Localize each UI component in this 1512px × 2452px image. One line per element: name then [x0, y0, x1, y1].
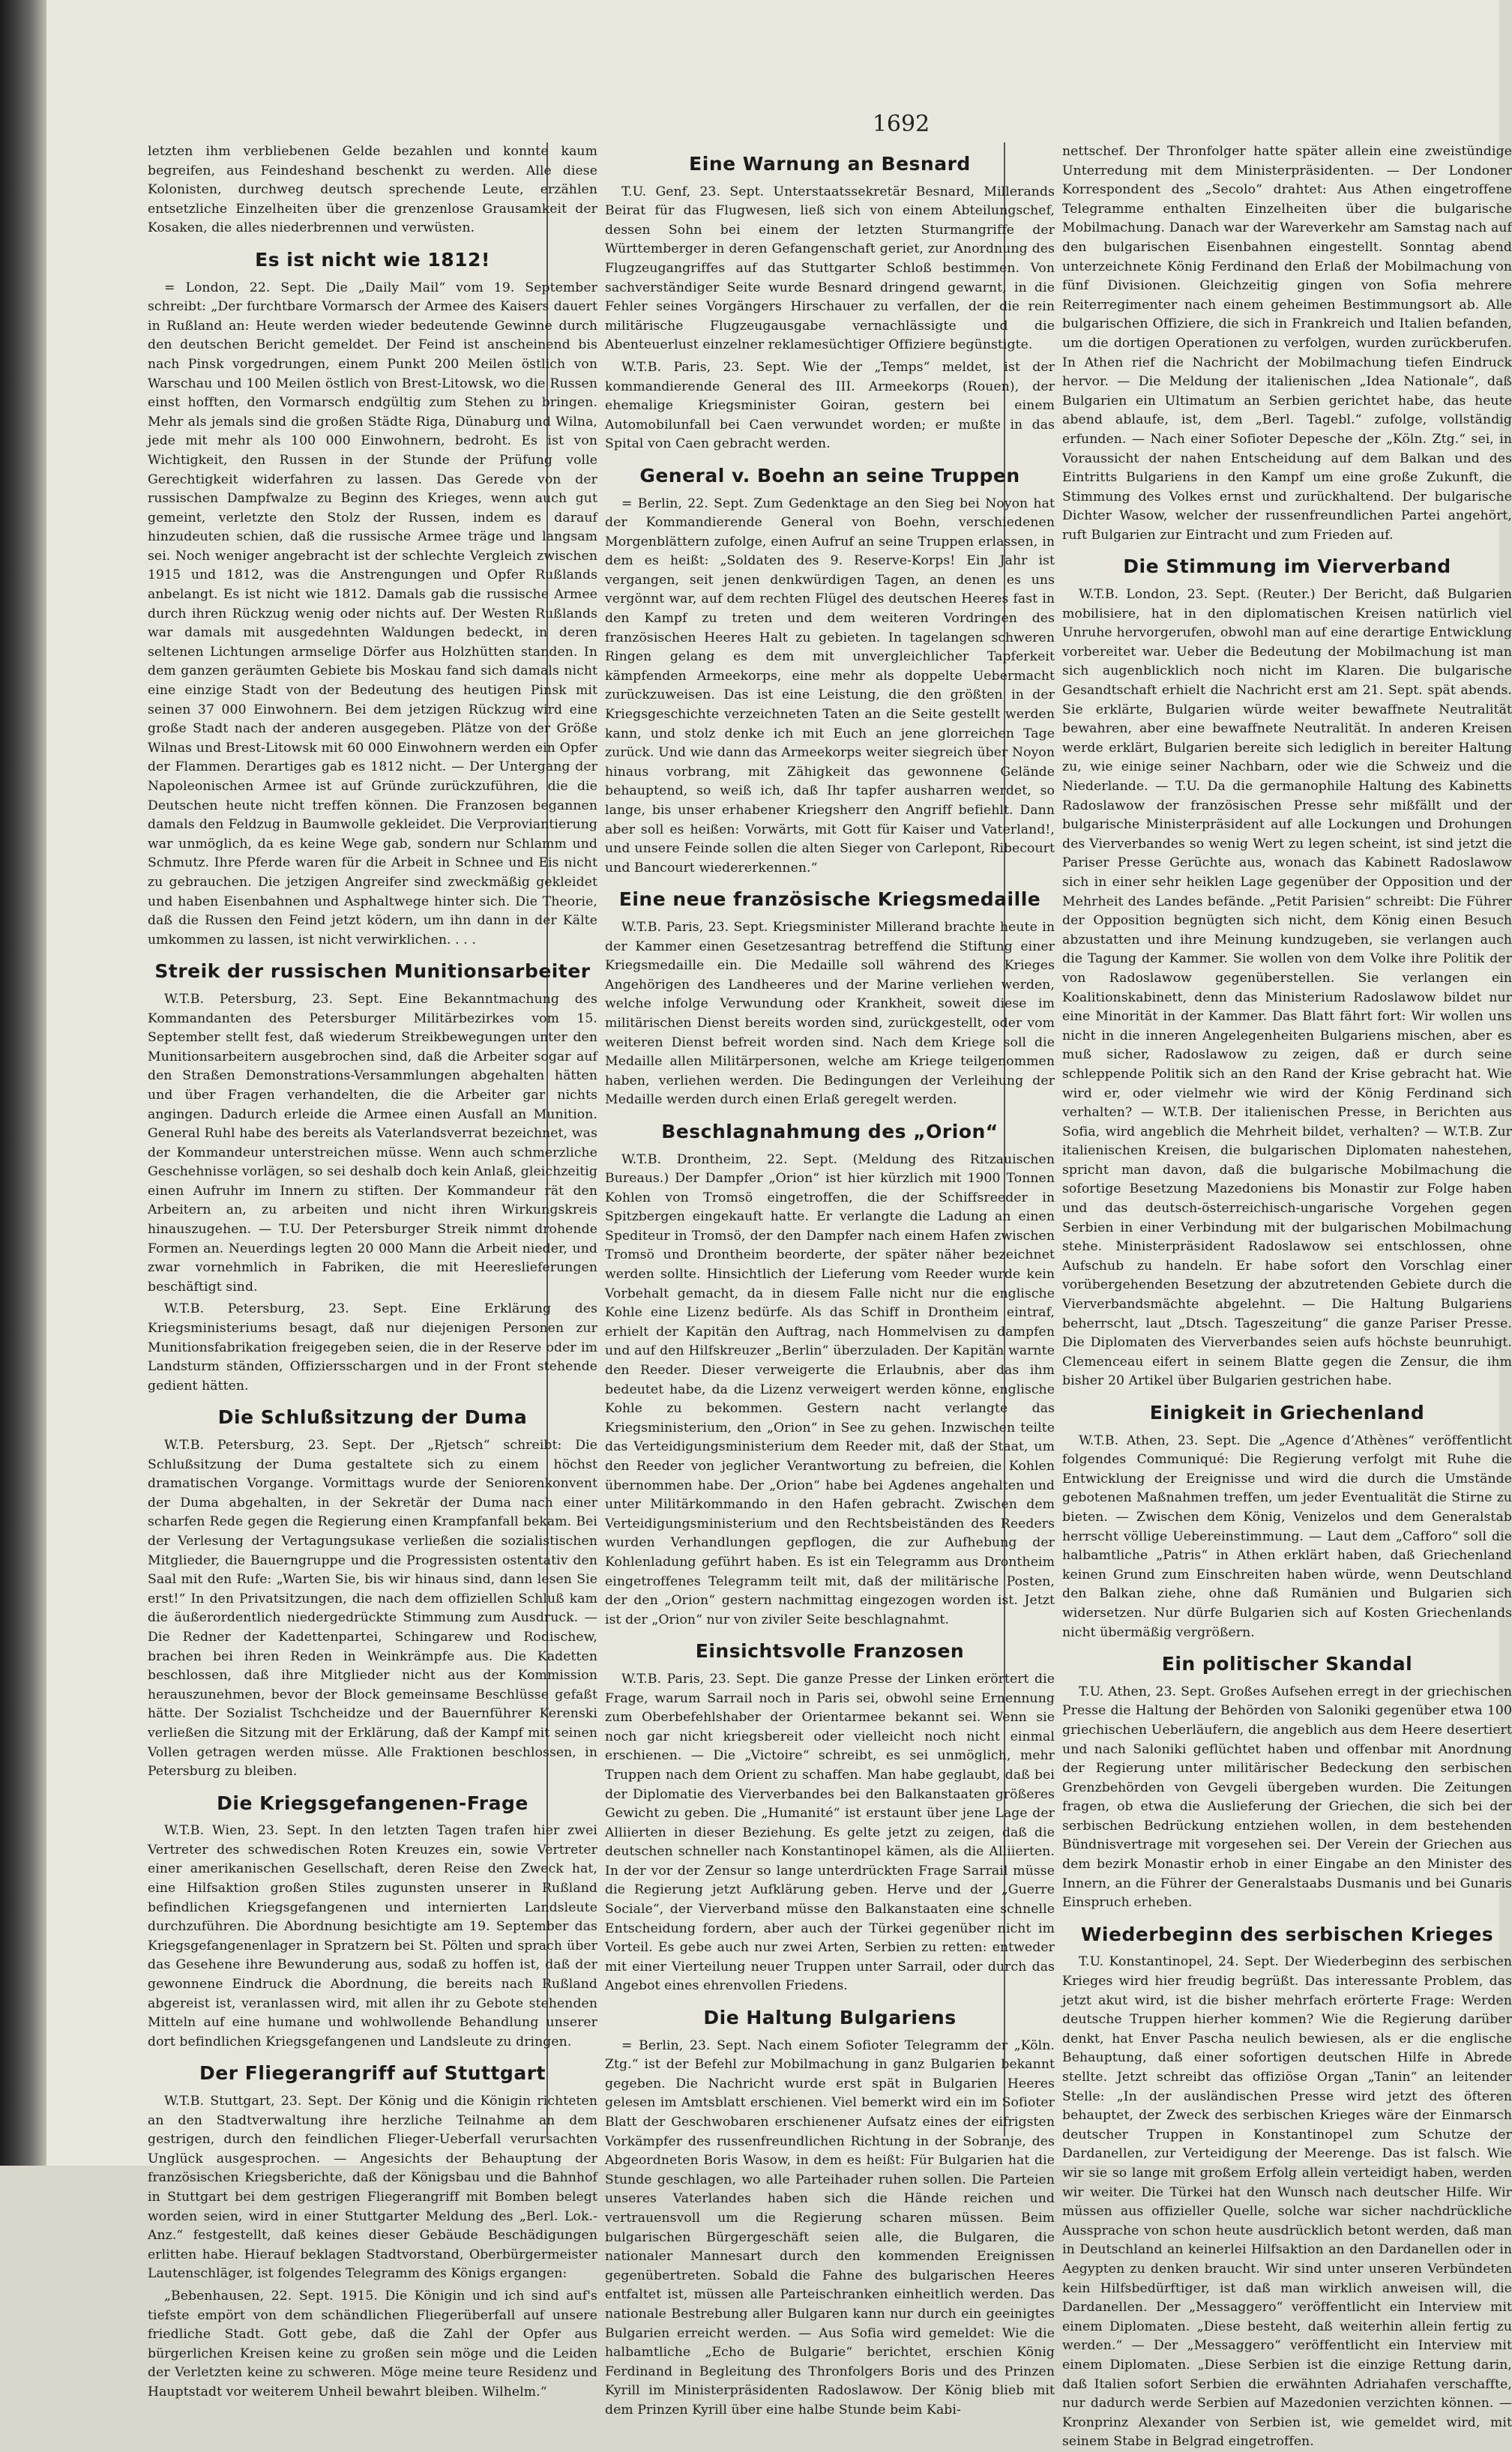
- article-heading: Es ist nicht wie 1812!: [255, 248, 490, 271]
- article-paragraph: W.T.B. Petersburg, 23. Sept. Eine Erklärung des Kriegsministeriums besagt, daß nur diejenigen Personen zur Munitionsfabrikation freigegeben seien, die in der Reserve oder im Landsturm ständen, Offiziersschargen und in der Front stehende gedient hätten.: [148, 1301, 597, 1394]
- article-heading: Beschlagnahmung des „Orion“: [661, 1120, 999, 1142]
- article-paragraph: W.T.B. Paris, 23. Sept. Wie der „Temps“ meldet, ist der kommandierende General des III. Armeekorps (Rouen), der ehemalige Kriegsminister Goiran, gestern bei einem Automobilunfall bei Caen verwundet worden; er mußte in das Spital von Caen gebracht werden.: [605, 359, 1055, 452]
- article-heading: Einigkeit in Griechenland: [1149, 1402, 1425, 1424]
- article-heading: General v. Boehn an seine Truppen: [639, 464, 1020, 487]
- article-paragraph: T.U. Konstantinopel, 24. Sept. Der Wiederbeginn des serbischen Krieges wird hier freudig begrüßt. Das interessante Problem, das jetzt akut wird, ist die bisher mehrfach erörterte Frage: Werden deutsche Truppen hierher kommen? Wie die Regierung darüber denkt, hat Enver Pascha neulich bewiesen, als er die englische Behauptung, daß einer sofortigen deutschen Hilfe in Abrede stellte. Jetzt schreibt das offiziöse Organ „Tanin“ an leitender Stelle: „In der ausländischen Presse wird jetzt des öfteren behauptet, der Zweck des serbischen Krieges wäre der Einmarsch deutscher Truppen in Konstantinopel zum Schutze der Dardanellen, zur Verteidigung der Meerenge. Das ist falsch. Wie wir sie so lange mit großem Erfolg allein verteidigt haben, werden wir weiter. Die Türkei hat den Wunsch nach deutscher Hilfe. Wir müssen aus offizieller Quelle, solche war sicher nachdrückliche Aussprache von schon heute ausdrücklich betont werden, daß man in Deutschland an keinerlei Hilfsaktion an den Dardanellen oder in Aegypten zu denken braucht. Wir sind unter unseren Verbündeten kein Hilfsbedürftiger, ist daß man wirklich anweisen will, die Dardanellen. Der „Messaggero“ veröffentlicht ein Interview mit einem Diplomaten. „Diese besteht, daß weiterhin allein fertig zu werden.“ — Der „Messaggero“ veröffentlicht ein Interview mit einem Diplomaten. „Diese Serbien ist die einzige Rettung darin, daß Italien sofort Serbien die erwähnten Adriahafen verschaffte, nur dadurch werde Serbien auf Mazedonien verzichten können. — Kronprinz Alexander von Serbien ist, wie gemeldet wird, mit seinem Stabe in Belgrad eingetroffen.: [1062, 1954, 1512, 2450]
- article-heading: Die Haltung Bulgariens: [703, 2007, 957, 2029]
- article-heading: Die Stimmung im Vierverband: [1123, 555, 1451, 578]
- article-paragraph: W.T.B. Petersburg, 23. Sept. Der „Rjetsch“ schreibt: Die Schlußsitzung der Duma gestaltete sich zu einem höchst dramatischen Vorgange. Vormittags wurde der Seniorenkonvent der Duma abgehalten, in der Sekretär der Duma nach einer scharfen Rede gegen die Regierung einen Krampfanfall bekam. Bei der Verlesung der Vertagungsukase verließen die sozialistischen Mitglieder, die Bauerngruppe und die Progressisten ostentativ den Saal mit den Rufe: „Warten Sie, bis wir hinaus sind, dann lesen Sie erst!“ In den Privatsitzungen, die nach dem offiziellen Schluß kam die äußerordentlich niedergedrückte Stimmung zum Ausdruck. — Die Redner der Kadettenpartei, Schingarew und Rodischew, brachen bei ihren Reden in Weinkrämpfe aus. Die Kadetten beschlossen, daß ihre Mitglieder nicht aus der Kommission herauszunehmen, bevor der Block gemeinsame Beschlüsse gefaßt hätte. Der Sozialist Tschcheidze und der Bauernführer Kerenski verließen die Sitzung mit der Erklärung, daß der Kampf mit seinen Vollen getragen werden müsse. Alle Fraktionen beschlossen, in Petersburg zu bleiben.: [148, 1438, 597, 1780]
- article-paragraph: W.T.B. Drontheim, 22. Sept. (Meldung des Ritzauischen Bureaus.) Der Dampfer „Orion“ ist hier kürzlich mit 1900 Tonnen Kohlen von Tromsö eingetroffen, die der Schiffsreeder in Spitzbergen eingekauft hatte. Er verlangte die Ladung an einen Spediteur in Tromsö, der den Dampfer nach einem Hafen zwischen Tromsö und Drontheim beorderte, der später näher bezeichnet werden sollte. Hinsichtlich der Lieferung vom Reeder wurde kein Vorbehalt gemacht, da in diesem Falle nicht nur die englische Kohle eine Lizenz bedürfe. Als das Schiff in Drontheim eintraf, erhielt der Kapitän den Auftrag, nach Hommelvisen zu dampfen und auf den Hilfskreuzer „Berlin“ überzuladen. Der Kapitän warnte den Reeder. Dieser verweigerte die Erlaubnis, aber das ihm bedeutet habe, da die Lizenz verweigert werden könne, englische Kohle zu bekommen. Gestern nacht verlangte das Kriegsministerium, den „Orion“ in See zu gehen. Inzwischen teilte das Verteidigungsministerium dem Reeder mit, daß der Staat, um den Reeder von jeglicher Verantwortung zu befreien, die Kohlen übernommen habe. Der „Orion“ habe bei Agdenes angehalten und unter Militärkommando in den Hafen gebracht. Zwischen dem Verteidigungsministerium und den Rechtsbeiständen des Reeders wurden Verhandlungen gepflogen, die zur Aufhebung der Kohlenladung geführt haben. Es ist ein Telegramm aus Drontheim eingetroffenes Telegramm teilt mit, daß der militärische Posten, der den „Orion“ gestern nachmittag eingezogen worden ist. Jetzt ist der „Orion“ nur von ziviler Seite beschlagnahmt.: [605, 1151, 1055, 1627]
- newspaper-page: [46, 0, 1512, 2450]
- article-heading: Die Kriegsgefangenen-Frage: [217, 1792, 528, 1814]
- article-paragraph: W.T.B. Paris, 23. Sept. Die ganze Presse der Linken erörtert die Frage, warum Sarrail noch in Paris sei, obwohl seine Ernennung zum Oberbefehlshaber der Orientarmee bekannt sei. Wenn sie noch gar nicht kriegsbereit oder vielleicht noch nicht einmal erschienen. — Die „Victoire“ schreibt, es sei unmöglich, mehr Truppen nach dem Orient zu schaffen. Man habe geglaubt, daß bei der Diplomatie des Vierverbandes bei den Balkanstaaten größeres Gewicht zu geben. Die „Humanité“ ist erstaunt über jene Lage der Alliierten in dieser Beziehung. Es gelte jetzt zu zeigen, daß die deutschen schneller nach Konstantinopel kämen, als die Alliierten. In der vor der Zensur so lange unterdrückten Frage Sarrail müsse die Regierung jetzt Aufklärung geben. Herve und der „Guerre Sociale“, der Vierverband müsse den Balkanstaaten eine schnelle Entscheidung fordern, aber auch der Türkei gegenüber nicht im Vorteil. Es gebe auch nur zwei Arten, Serbien zu retten: entweder mit einer Vierteilung neuer Truppen unter Sarrail, oder durch das Angebot eines ehrenvollen Friedens.: [605, 1671, 1055, 1994]
- page-number: 1692: [872, 111, 930, 137]
- article-heading: Streik der russischen Munitionsarbeiter: [154, 960, 591, 983]
- article-continuation: nettschef. Der Thronfolger hatte später allein eine zweistündige Unterredung mit dem Ministerpräsidenten. — Der Londoner Korrespondent des „Secolo“ drahtet: Aus Athen eingetroffene Telegramme enthalten Einzelheiten über die bulgarische Mobilmachung. Danach war der Wareverkehr am Samstag nach auf den bulgarischen Eisenbahnen eingestellt. Sonntag abend unterzeichnete König Ferdinand den Erlaß der Mobilmachung von fünf Divisionen. Gleichzeitig gingen von Sofia mehrere Reiterregimenter nach einem geheimen Bestimmungsort ab. Alle bulgarischen Offiziere, die sich in Frankreich und Italien befanden, um die dortigen Operationen zu verfolgen, wurden zurückberufen. In Athen rief die Nachricht der Mobilmachung tiefen Eindruck hervor. — Die Meldung der italienischen „Idea Nationale“, daß Bulgarien ein Ultimatum an Serbien gerichtet habe, das heute abend ablaufe, ist, dem „Berl. Tagebl.“ zufolge, vollständig erfunden. — Nach einer Sofioter Depesche der „Köln. Ztg.“ sei, in Voraussicht der nahen Entscheidung auf dem Balkan und des Eintritts Bulgariens in den Kampf um eine große Zukunft, die Stimmung des Volkes ernst und zurückhaltend. Der bulgarische Dichter Wasow, welcher der russenfreundlichen Partei angehört, ruft Bulgarien zur Eintracht und zum Frieden auf.: [1062, 144, 1512, 543]
- article-paragraph: W.T.B. London, 23. Sept. (Reuter.) Der Bericht, daß Bulgarien mobilisiere, hat in den diplomatischen Kreisen natürlich viel Unruhe hervorgerufen, obwohl man auf eine derartige Entwicklung vorbereitet war. Ueber die Bedeutung der Mobilmachung ist man sich augenblicklich noch nicht im Klaren. Die bulgarische Gesandtschaft erhielt die Nachricht erst am 21. Sept. spät abends. Sie erklärte, Bulgarien würde weiter bewaffnete Neutralität bewahren, aber eine bewaffnete Neutralität. In anderen Kreisen werde erklärt, Bulgarien bereite sich lediglich in bereiter Haltung zu, wie einige seiner Nachbarn, oder wie die Schweiz und die Niederlande. — T.U. Da die germanophile Haltung des Kabinetts Radoslawow der französischen Presse sehr mißfällt und der bulgarische Ministerpräsident auf alle Lockungen und Drohungen des Vierverbandes so wenig Wert zu legen scheint, ist sind jetzt die Pariser Presse Gerüchte aus, wonach das Kabinett Radoslawow sich in einer sehr heiklen Lage gegenüber der Opposition und der Mehrheit des Landes befände. „Petit Parisien“ schreibt: Die Führer der Opposition begnügten sich nicht, dem König einen Besuch abzustatten und ihre Meinung kundzugeben, sie verlangen auch die Tagung der Kammer. Sie wollen von dem Volke ihre Politik der von Radoslawow gegenüberstellen. Sie verlangen ein Koalitionskabinett, denn das Ministerium Radoslawow bildet nur eine Minorität in der Kammer. Das Blatt fährt fort: Wir wollen uns nicht in die inneren Angelegenheiten Bulgariens mischen, aber es muß sicher, Radoslawow zu zeigen, daß er durch seine schleppende Politik sich an den Rand der Krise gebracht hat. Wie wird er, oder vielmehr wie wird der König Ferdinand sich verhalten? — W.T.B. Der italienischen Presse, in Berichten aus Sofia, wird angeblich die Mehrheit bildet, verhalten? — W.T.B. Zur italienischen Kreisen, die bulgarischen Diplomaten nahestehen, spricht man davon, daß die bulgarische Mobilmachung die sofortige Besetzung Mazedoniens bis Monastir zur Folge haben und das deutsch-österreichisch-ungarische Vorgehen gegen Serbien in einer Verbindung mit der bulgarischen Mobilmachung stehe. Ministerpräsident Radoslawow sei entschlossen, ohne Aufschub zu handeln. Er habe sofort den Vorschlag einer vorübergehenden Besetzung der abzutretenden Gebiete durch die Vierverbandsmächte abgelehnt. — Die Haltung Bulgariens beherrscht, laut „Dtsch. Tageszeitung“ die ganze Pariser Presse. Die Diplomaten des Vierverbandes seien aufs höchste beunruhigt. Clemenceau eifert in seinem Blatte gegen die Zensur, die ihm bisher 20 Artikel über Bulgarien gestrichen habe.: [1062, 587, 1512, 1389]
- article-paragraph: T.U. Athen, 23. Sept. Großes Aufsehen erregt in der griechischen Presse die Haltung der Behörden von Saloniki gegenüber etwa 100 griechischen Ueberläufern, die angeblich aus dem Heere desertiert und nach Saloniki geflüchtet haben und offenbar mit Anordnung der Regierung unter militärischer Bedeckung den serbischen Grenzbehörden von Gevgeli übergeben wurden. Die Zeitungen fragen, ob etwa die Auslieferung der Griechen, die sich bei der serbischen Bedrückung entziehen wollen, in dem bestehenden Bündnisvertrage mit vorgesehen sei. Der Verein der Griechen aus dem bezirk Monastir erhob in einer Eingabe an den Minister des Innern, an die Führer der Generalstaabs Dusmanis und bei Gunaris Einspruch erheben.: [1062, 1684, 1512, 1911]
- article-heading: Eine neue französische Kriegsmedaille: [618, 888, 1041, 911]
- article-paragraph: = London, 22. Sept. Die „Daily Mail“ vom 19. September schreibt: „Der furchtbare Vormarsch der Armee des Kaisers dauert in Rußland an: Heute werden wieder bedeutende Gewinne durch den deutschen Bericht gemeldet. Der Feind ist anscheinend bis nach Pinsk vorgedrungen, einem Punkt 200 Meilen östlich von Warschau und 100 Meilen östlich von Brest-Litowsk, wo die Russen einst hofften, den Vormarsch endgültig zum Stehen zu bringen. Mehr als jemals sind die großen Städte Riga, Dünaburg und Wilna, jede mit mehr als 100 000 Einwohnern, bedroht. Es ist von Wichtigkeit, den Russen in der Stunde der Prüfung volle Gerechtigkeit widerfahren zu lassen. Das Gerede von der russischen Dampfwalze zu Beginn des Krieges, wenn auch gut gemeint, verletzte den Stolz der Russen, indem es darauf hinzudeuten schien, daß die russische Armee träge und langsam sei. Noch weniger angebracht ist der schlechte Vergleich zwischen 1915 und 1812, was die Anstrengungen und Opfer Rußlands anbelangt. Es ist nicht wie 1812. Damals gab die russische Armee durch ihren Rückzug wenig oder nichts auf. Der Westen Rußlands war damals mit ausgedehnten Waldungen bedeckt, in deren seltenen Lichtungen armselige Dörfer aus Holzhütten standen. In dem ganzen geräumten Gebiete bis Moskau fand sich damals nicht eine einzige Stadt von der Bedeutung des heutigen Pinsk mit seinen 37 000 Einwohnern. Bei dem jetzigen Rückzug wird eine große Stadt nach der anderen ausgegeben. Plätze von der Größe Wilnas und Brest-Litowsk mit 60 000 Einwohnern werden ein Opfer der Flammen. Derartiges gab es 1812 nicht. — Der Untergang der Napoleonischen Armee ist auf Gründe zurückzuführen, die die Deutschen heute nicht treffen können. Die Franzosen begannen damals den Feldzug in Baumwolle gekleidet. Die Verproviantierung war unmöglich, da es keine Wege gab, sondern nur Schlamm und Schmutz. Ihre Pferde waren für die Arbeit in Schnee und Eis nicht zu gebrauchen. Die jetzigen Angreifer sind zweckmäßig gekleidet und haben Eisenbahnen und Asphaltwege hinter sich. Die Theorie, daß die Russen den Feind jetzt ködern, um ihn dann in der Kälte umkommen zu lassen, ist nicht verwirklichen. . . .: [148, 280, 597, 948]
- telegram-quote: „Bebenhausen, 22. Sept. 1915. Die Königin und ich sind auf's tiefste empört von dem schändlichen Fliegerüberfall auf unsere friedliche Stadt. Gott gebe, daß die Zahl der Opfer aus bürgerlichen Kreisen keine zu großen sein möge und die Leiden der Verletzten keine zu schweren. Möge meine teure Residenz und Hauptstadt vor weiterem Unheil bewahrt bleiben. Wilhelm.“: [148, 2288, 597, 2400]
- article-paragraph: W.T.B. Stuttgart, 23. Sept. Der König und die Königin richteten an den Stadtverwaltung ihre herzliche Teilnahme an dem gestrigen, durch den feindlichen Flieger-Ueberfall verursachten Unglück ausgesprochen. — Angesichts der Behauptung der französischen Kriegsberichte, daß der Königsbau und die Bahnhof in Stuttgart bei dem gestrigen Fliegerangriff mit Bomben belegt worden seien, wird in einer Stuttgarter Meldung des „Berl. Lok.-Anz.“ festgestellt, daß keines dieser Gebäude Beschädigungen erlitten habe. Hierauf beklagen Stadtvorstand, Oberbürgermeister Lautenschläger, ist folgendes Telegramm des Königs ergangen:: [148, 2094, 597, 2282]
- article-heading: Ein politischer Skandal: [1161, 1653, 1413, 1675]
- column-3: [1062, 142, 1512, 2450]
- column-2: [605, 142, 1055, 2418]
- article-paragraph: = Berlin, 23. Sept. Nach einem Sofioter Telegramm der „Köln. Ztg.“ ist der Befehl zur Mobilmachung in ganz Bulgarien bekannt gegeben. Die Nachricht wurde erst spät in Bulgarien Heeres gelesen im Amtsblatt erschienen. Viel bemerkt wird ein im Sofioter Blatt der Geschwobaren erschienener Aufsatz eines der eifrigsten Vorkämpfer des russenfreundlichen Richtung in der Sobranje, des Abgeordneten Boris Wasow, in dem es heißt: Für Bulgarien hat die Stunde geschlagen, wo alle Parteihader ruhen sollen. Die Parteien unseres Vaterlandes haben sich die Hände reichen und vertrauensvoll um die Regierung scharen müssen. Beim bulgarischen Bürgergeschäft seien alle, die Bulgaren, die nationaler Mannesart durch den kommenden Ereignissen gegenübertreten. Sobald die Fahne des bulgarischen Heeres entfaltet ist, müssen alle Parteischranken einheitlich werden. Das nationale Bestrebung aller Bulgaren kann nur durch ein geeinigtes Bulgarien erreicht werden. — Aus Sofia wird gemeldet: Wie die halbamtliche „Echo de Bulgarie“ berichtet, erschien König Ferdinand in Begleitung des Thronfolgers Boris und des Prinzen Kyrill im Ministerpräsidenten Radoslawow. Der König blieb mit dem Prinzen Kyrill über eine halbe Stunde beim Kabi-: [605, 2037, 1055, 2418]
- article-paragraph: W.T.B. Petersburg, 23. Sept. Eine Bekanntmachung des Kommandanten des Petersburger Militärbezirkes vom 15. September stellt fest, daß wiederum Streikbewegungen unter den Munitionsarbeitern ausgebrochen sind, daß die Arbeiter sogar auf den Straßen Demonstrations-Versammlungen abgehalten hätten und über Fragen verhandelten, die die Arbeiter gar nichts angingen. Dadurch erleide die Armee einen Ausfall an Munition. General Ruhl habe des bereits als Vaterlandsverrat bezeichnet, was der Kommandeur unterstreichen müsse. Wenn auch schmerzliche Geschehnisse vorlägen, so sei deshalb doch kein Anlaß, gleichzeitig einen Aufruhr im Innern zu stiften. Der Kommandeur rät den Arbeitern an, zu arbeiten und nicht ihren Wirkungskreis hinauszugehen. — T.U. Der Petersburger Streik nimmt drohende Formen an. Neuerdings legten 20 000 Mann die Arbeit nieder, und zwar vornehmlich in Fabriken, die mit Heereslieferungen beschäftigt sind.: [148, 991, 597, 1295]
- article-paragraph: = Berlin, 22. Sept. Zum Gedenktage an den Sieg bei Noyon hat der Kommandierende General von Boehn, verschiedenen Morgenblättern zufolge, einen Aufruf an seine Truppen erlassen, in dem es heißt: „Soldaten des 9. Reserve-Korps! Ein Jahr ist vergangen, seit jenen denkwürdigen Tagen, an denen es uns vergönnt war, auf dem rechten Flügel des deutschen Heeres fast in den Kampf zu treten und dem weiteren Vordringen des französischen Heeres Halt zu gebieten. In tagelangen schweren Ringen gelang es dem mit unvergleichlicher Tapferkeit kämpfenden Armeekorps, eine mehr als doppelte Uebermacht zurückzuweisen. Das ist eine Leistung, die den größten in der Kriegsgeschichte verzeichneten Taten an die Seite gestellt werden kann, und stolz denke ich mit Euch an jene glorreichen Tage zurück. Und wie dann das Armeekorps weiter siegreich über Noyon hinaus vorbrang, mit Zähigkeit das gewonnene Gelände behauptend, so weiß ich, daß Ihr tapfer ausharren werdet, so lange, bis unser erhabener Kriegsherr den Angriff befiehlt. Dann aber soll es heißen: Vorwärts, mit Gott für Kaiser und Vaterland!, und unsere Feinde sollen die alten Sieger von Carlepont, Ribecourt und Bancourt wiedererkennen.“: [605, 495, 1055, 876]
- article-paragraph: T.U. Genf, 23. Sept. Unterstaatssekretär Besnard, Millerands Beirat für das Flugwesen, ließ sich von einem Abteilungschef, dessen Sohn bei einem der letzten Sturmangriffe der Württemberger in deren Gefangenschaft geriet, zur Anordnung des Flugzeugangriffes auf das Stuttgarter Schloß bestimmen. Von sachverständiger Seite wurde Besnard dringend gewarnt, in die Fehler seines Vorgängers Hirschauer zu verfallen, der die rein militärische Flugzeugausgabe vernachlässigte und die Abenteuerlust einzelner reklamesüchtiger Offiziere begünstigte.: [605, 184, 1055, 353]
- article-paragraph: W.T.B. Paris, 23. Sept. Kriegsminister Millerand brachte heute in der Kammer einen Gesetzesantrag betreffend die Stiftung einer Kriegsmedaille ein. Die Medaille soll während des Krieges Angehörigen des Landheeres und der Marine verliehen werden, welche infolge Verwundung oder Krankheit, soweit diese im militärischen Dienst bereits worden sind, zurückgestellt, oder vom weiteren Dienst befreit worden sind. Nach dem Kriege soll die Medaille allen Militärpersonen, welche am Kriege teilgenommen haben, verliehen werden. Die Bedingungen der Verleihung der Medaille werden durch einen Erlaß geregelt werden.: [605, 919, 1055, 1108]
- article-heading: Wiederbeginn des serbischen Krieges: [1080, 1923, 1494, 1945]
- article-continuation: letzten ihm verbliebenen Gelde bezahlen und konnte kaum begreifen, aus Feindeshand beschenkt zu werden. Alle diese Kolonisten, durchweg deutsch sprechende Leute, erzählen entsetzliche Einzelheiten über die grenzenlose Grausamkeit der Kosaken, die alles niederbrennen und verwüsten.: [148, 144, 597, 236]
- article-heading: Der Fliegerangriff auf Stuttgart: [199, 2062, 546, 2085]
- column-1: [148, 142, 597, 2400]
- article-heading: Einsichtsvolle Franzosen: [695, 1640, 965, 1663]
- article-heading: Die Schlußsitzung der Duma: [217, 1406, 528, 1429]
- article-paragraph: W.T.B. Athen, 23. Sept. Die „Agence d’Athènes“ veröffentlicht folgendes Communiqué: Die Regierung verfolgt mit Ruhe die Entwicklung der Ereignisse und wird die durch die Umstände gebotenen Maßnahmen treffen, um jeder Eventualität die Stirne zu bieten. — Zwischen dem König, Venizelos und dem Generalstab herrscht völlige Uebereinstimmung. — Laut dem „Cafforo“ soll die halbamtliche „Patris“ in Athen erklärt haben, daß Griechenland keinen Grund zum Einschreiten haben würde, wenn Deutschland den Balkan ziehe, ohne daß Rumänien und Bulgarien sich widersetzen. Nur dürfe Bulgarien sich auf Kosten Griechenlands nicht übermäßig vergrößern.: [1062, 1433, 1512, 1640]
- article-paragraph: W.T.B. Wien, 23. Sept. In den letzten Tagen trafen hier zwei Vertreter des schwedischen Roten Kreuzes ein, sowie Vertreter einer amerikanischen Gesellschaft, deren Reise den Zweck hat, eine Hilfsaktion großen Stiles zugunsten unserer in Rußland befindlichen Kriegsgefangenen und internierten Landsleute durchzuführen. Die Abordnung besichtigte am 19. September das Kriegsgefangenenlager in Spratzern bei St. Pölten und sprach über das Gesehene ihre Bewunderung aus, sodaß zu hoffen ist, daß der gewonnene Eindruck die Abordnung, die bereits nach Rußland abgereist ist, veranlassen wird, mit allen ihr zu Gebote stehenden Mitteln auf eine humane und wohlwollende Behandlung unserer dort befindlichen Kriegsgefangenen und Landsleute zu dringen.: [148, 1823, 597, 2049]
- book-binding-edge: [0, 0, 46, 2166]
- article-heading: Eine Warnung an Besnard: [689, 153, 971, 175]
